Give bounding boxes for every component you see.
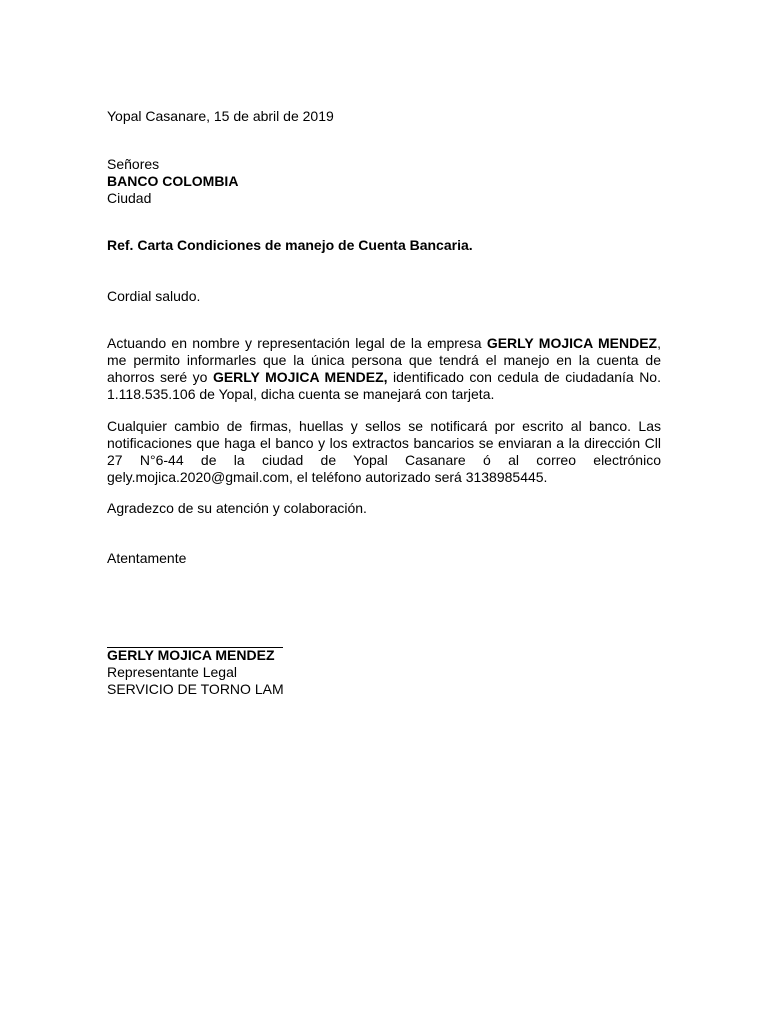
date-line: Yopal Casanare, 15 de abril de 2019	[107, 108, 334, 124]
closing-line: Atentamente	[107, 550, 187, 566]
paragraph-representation	[107, 335, 661, 403]
company-name: GERLY MOJICA MENDEZ	[486, 335, 658, 351]
paragraph2-text: Cualquier cambio de firmas, huellas y sellos se notificará por escrito al banco. Las notificaciones que haga el banco y los extractos bancarios se enviaran a la dirección Cll 27 N°6-44 de la ciudad de Yopal Casanare ó al correo electrónico gely.mojica.2020@gmail.com, el teléfono autorizado será 3138985445.	[107, 418, 661, 485]
signature-company: SERVICIO DE TORNO LAM	[107, 681, 284, 697]
reference-line: Ref. Carta Condiciones de manejo de Cuenta Bancaria.	[107, 237, 473, 253]
greeting: Cordial saludo.	[107, 288, 201, 304]
paragraph1-part1: Actuando en nombre y representación legal de la empresa	[107, 335, 487, 351]
person-name: GERLY MOJICA MENDEZ,	[212, 369, 388, 385]
paragraph1-part3: identificado con cedula de ciudadanía No. 1.118.535.106 de Yopal, dicha cuenta se manejará con tarjeta.	[107, 369, 661, 402]
recipient-city: Ciudad	[107, 190, 152, 206]
paragraph1-part2: , me permito informarles que la única persona que tendrá el manejo en la cuenta de ahorros seré yo	[107, 335, 661, 385]
paragraph-notifications	[107, 418, 661, 486]
signature-title: Representante Legal	[107, 664, 237, 680]
thanks-line: Agradezco de su atención y colaboración.	[107, 500, 367, 516]
signature-name: GERLY MOJICA MENDEZ	[107, 647, 275, 663]
recipient-name: BANCO COLOMBIA	[107, 173, 239, 189]
recipient-salutation: Señores	[107, 156, 160, 172]
